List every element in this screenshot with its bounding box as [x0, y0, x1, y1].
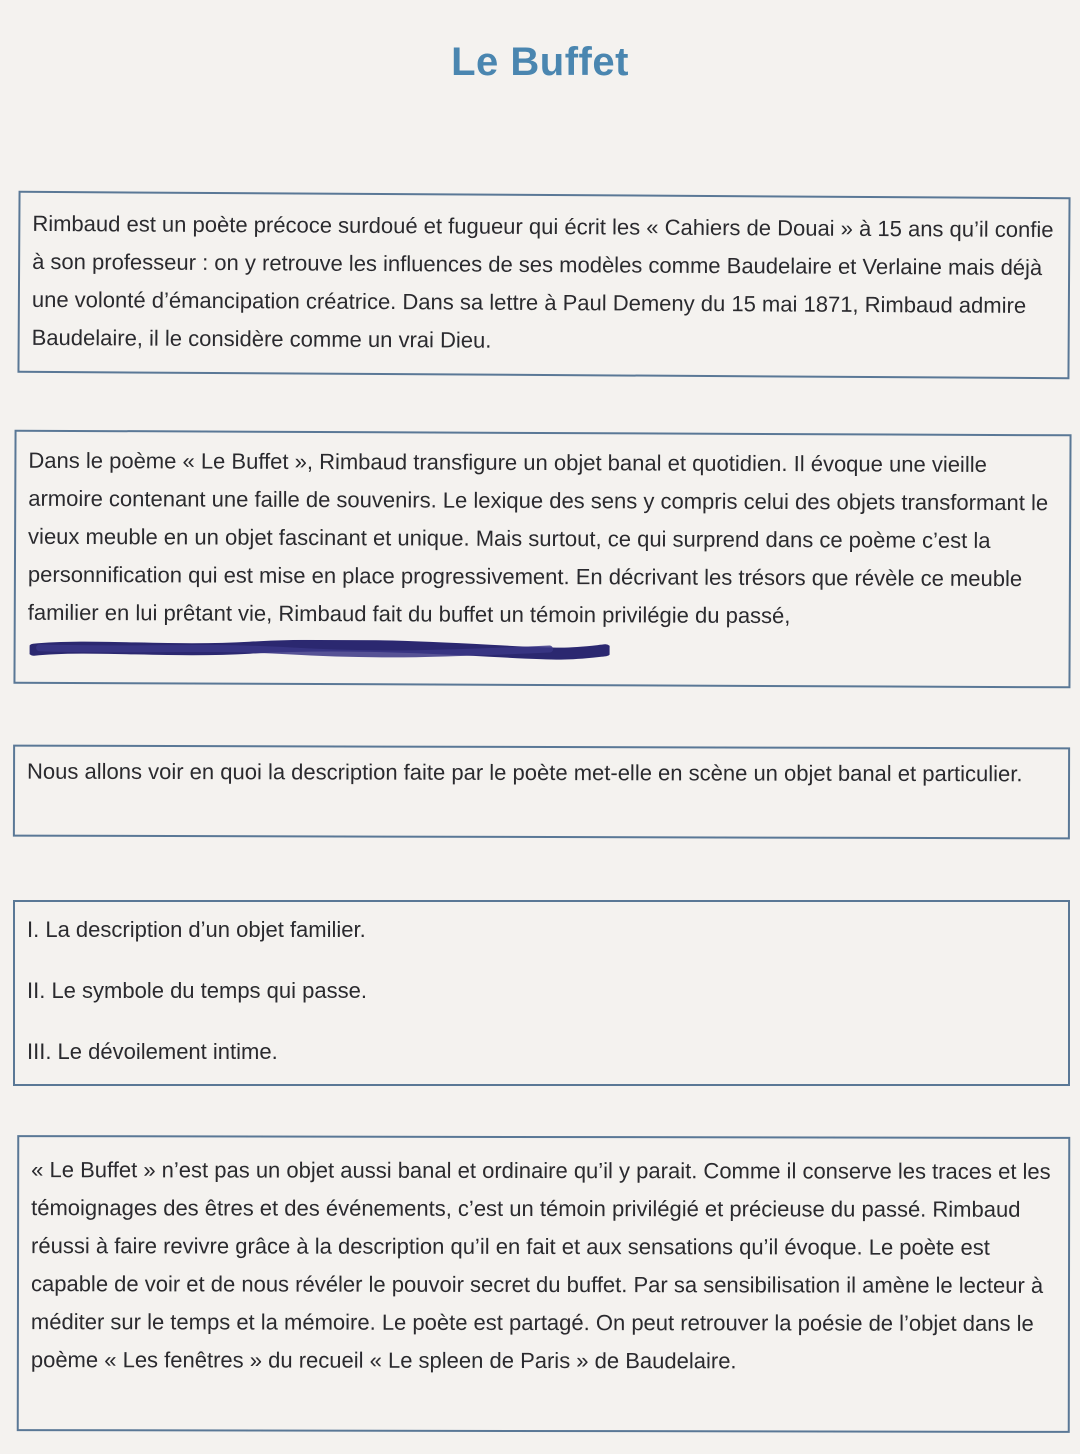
- poem-paragraph: [28, 442, 1058, 674]
- plan-item-3: III. Le dévoilement intime.: [27, 1039, 278, 1064]
- page-title: Le Buffet: [451, 40, 629, 84]
- intro-paragraph: Rimbaud est un poète précoce surdoué et fugueur qui écrit les « Cahiers de Douai » à 15 ans qu’il confie à son professeur : on y retrouve les influences de ses modèles comme Baudelaire et Verlaine mais déjà une volonté d’émancipation créatrice. Dans sa lettre à Paul Demeny du 15 mai 1871, Rimbaud admire Baudelaire, il le considère comme un vrai Dieu.: [31, 210, 1054, 353]
- conclusion-box: [17, 1135, 1071, 1433]
- problematic-box: [13, 745, 1070, 840]
- plan-item-1: I. La description d’un objet familier.: [27, 917, 366, 942]
- scribble-redaction: [30, 639, 610, 662]
- plan-box: [13, 900, 1070, 1086]
- conclusion-paragraph: « Le Buffet » n’est pas un objet aussi banal et ordinaire qu’il y parait. Comme il conserve les traces et les témoignages des êtres et des événements, c’est un témoin privilégié et précieuse du passé. Rimbaud réussi à faire revivre grâce à la description qu’il en fait et aux sensations qu’il évoque. Le poète est capable de voir et de nous révéler le pouvoir secret du buffet. Par sa sensibilisation il amène le lecteur à méditer sur le temps et la mémoire. Le poète est partagé. On peut retrouver la poésie de l’objet dans le poème « Les fenêtres » du recueil « Le spleen de Paris » de Baudelaire.: [30, 1157, 1051, 1374]
- poem-box: [13, 430, 1071, 689]
- plan-item-2: II. Le symbole du temps qui passe.: [27, 978, 367, 1003]
- intro-box: [17, 191, 1070, 379]
- problematic-paragraph: Nous allons voir en quoi la description faite par le poète met-elle en scène un objet banal et particulier.: [27, 758, 1023, 787]
- poem-text: Dans le poème « Le Buffet », Rimbaud transfigure un objet banal et quotidien. Il évoque une vieille armoire contenant une faille de souvenirs. Le lexique des sens y compris celui des objets transformant le vieux meuble en un objet fascinant et unique. Mais surtout, ce qui surprend dans ce poème c’est la personnification qui est mise en place progressivement. En décrivant les trésors que révèle ce meuble familier en lui prêtant vie, Rimbaud fait du buffet un témoin privilégie du passé,: [27, 447, 1049, 629]
